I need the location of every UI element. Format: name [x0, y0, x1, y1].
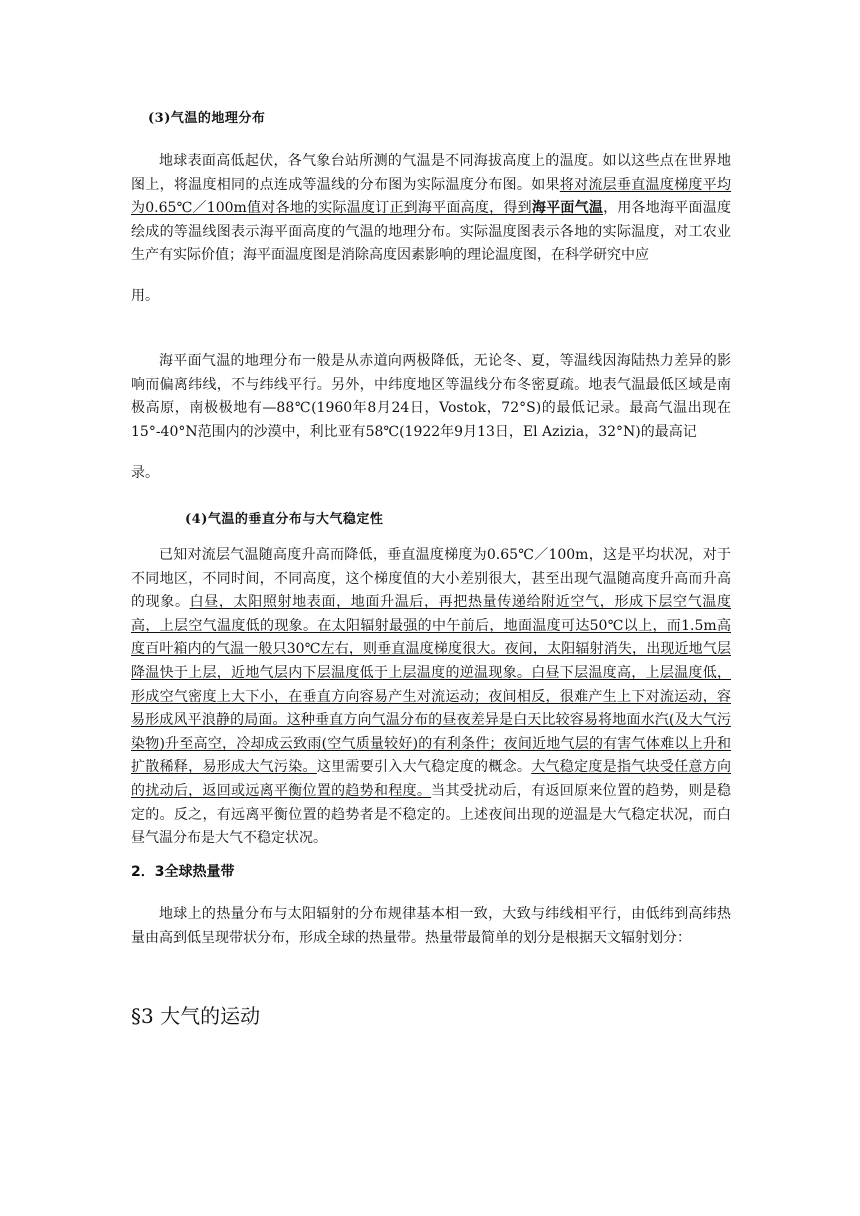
chapter-heading: §3 大气的运动 [131, 1004, 261, 1028]
underlined-text: 白昼，太阳照射地表面，地面升温后，再把热量传递给附近空气，形成下层空气温度高，上层空气温度低的现象。在太阳辐射最强的中午前后，地面温度可达50℃以上，而1.5m高度百叶箱内的气温一般只30℃左右，则垂直温度梯度很大。夜间，太阳辐射消失，出现近地气层降温快于上层，近地气层内下层温度低于上层温度的逆温现象。白昼下层温度高，上层温度低，形成空气密度上大下小，在垂直方向容易产生对流运动；夜间相反，很难产生上下对流运动，容易形成风平浪静的局面。这种垂直方向气温分布的昼夜差异是白天比较容易将地面水汽(及大气污染物)升至高空，冷却成云致雨(空气质量较好)的有利条件；夜间近地气层的有害气体难以上升和扩散稀释，易形成大气污染。 [131, 594, 732, 776]
term-sea-level-temperature: 海平面气温 [531, 200, 604, 217]
section-heading-geographic-distribution: (3)气温的地理分布 [148, 111, 266, 126]
paragraph-text: ，用各地海平面温度绘成的等温线图表示海平面高度的气温的地理分布。实际温度图表示各地的实际温度，对工农业生产有实际价值；海平面温度图是消除高度因素影响的理论温度图，在科学研究中应 [131, 200, 732, 264]
paragraph-continuation: 用。 [131, 288, 159, 304]
paragraph-text: 地球表面高低起伏，各气象台站所测的气温是不同海拔高度上的温度。如以这些点在世界地图上，将温度相同的点连成等温线的分布图为实际温度分布图。如果 [131, 153, 731, 193]
paragraph-text: 这里需要引入大气稳定度的概念。 [316, 759, 532, 776]
paragraph-atmospheric-stability [131, 544, 731, 851]
paragraph-continuation: 录。 [131, 465, 159, 481]
section-heading-thermal-belts: 2．3全球热量带 [131, 864, 235, 880]
paragraph-text: 已知对流层气温随高度升高而降低，垂直温度梯度为0.65℃／100m，这是平均状况，对于不同地区，不同时间，不同高度，这个梯度值的大小差别很大，甚至出现气温随高度升高而升高的现象。 [131, 547, 731, 611]
paragraph-text: 当其受扰动后，有返回原来位置的趋势，则是稳定的。反之，有远离平衡位置的趋势者是不稳定的。上述夜间出现的逆温是大气稳定状况，而白昼气温分布是大气不稳定状况。 [131, 782, 732, 847]
underlined-definition: 大气稳定度是指气块受任意方向的扰动后，返回或远离平衡位置的趋势和程度。 [131, 759, 732, 799]
section-heading-vertical-distribution: (4)气温的垂直分布与大气稳定性 [185, 512, 384, 527]
paragraph-sea-level-distribution [131, 350, 731, 444]
paragraph-text: 海平面气温的地理分布一般是从赤道向两极降低，无论冬、夏，等温线因海陆热力差异的影响而偏离纬线，不与纬线平行。另外，中纬度地区等温线分布冬密夏疏。地表气温最低区域是南极高原，南极极地有—88℃(1960年8月24日，Vostok，72°S)的最低记录。最高气温出现在15°-40°N范围内的沙漠中，利比亚有58℃(1922年9月13日，El Azizia，32°N)的最高记 [131, 353, 731, 440]
paragraph-actual-temperature [131, 150, 731, 268]
paragraph-thermal-belts: 地球上的热量分布与太阳辐射的分布规律基本相一致，大致与纬线相平行，由低纬到高纬热量由高到低呈现带状分布，形成全球的热量带。热量带最简单的划分是根据天文辐射划分： [131, 906, 731, 946]
underlined-text: 将对流层垂直温度梯度平均为0.65℃／100m值对各地的实际温度订正到海平面高度，得到 [131, 176, 732, 217]
